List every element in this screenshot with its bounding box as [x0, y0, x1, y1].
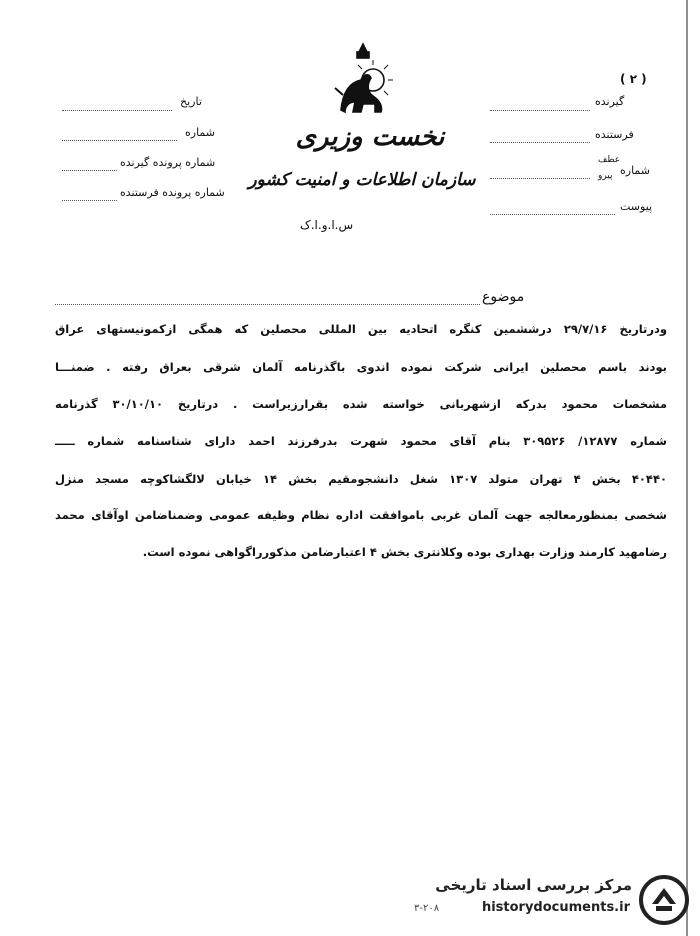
attachment-line — [490, 214, 615, 215]
body-line-4: شماره ۱۲۸۷۷/ ۳۰۹۵۲۶ بنام آقای محمود شهرت بدرفرزند احمد دارای شناسنامه شماره ـــــ — [55, 434, 667, 448]
body-line-2: بودند باسم محصلین ایرانی شرکت نموده اندوی باگذرنامه آلمان شرقی بعراق رفته . ضمنـــا — [55, 360, 667, 374]
body-line-7: رضامهید کارمند وزارت بهداری بوده وکلانتری بخش ۴ اعتبارضامن مذکورراگواهی نموده است. — [142, 545, 667, 559]
archive-logo-icon — [638, 874, 690, 926]
date-line — [62, 110, 172, 111]
watermark-org-name: مرکز بررسی اسناد تاریخی — [435, 876, 632, 894]
number-label: شماره — [185, 126, 216, 139]
sender-file-line — [62, 200, 117, 201]
ref-note-bottom: پیرو — [598, 171, 613, 181]
body-line-6: شخصی بمنظورمعالجه جهت آلمان غربی باموافقت اداره نظام وظیفه عمومی وضمناضامن اوآقای محمد — [55, 508, 667, 522]
letterhead-title: نخست وزیری — [295, 122, 445, 152]
page-number: ( ۲ ) — [620, 72, 647, 86]
recipient-file-line — [62, 170, 117, 171]
page-edge-line — [686, 0, 688, 936]
subject-label: موضوع — [482, 289, 525, 305]
ref-note-top: عطف — [598, 155, 621, 165]
lion-and-sun-emblem-icon — [333, 40, 393, 120]
date-label: تاریخ — [180, 95, 202, 108]
sender-line — [490, 142, 590, 143]
ref-label: شماره — [620, 164, 651, 177]
body-line-1: ودرتاریخ ۲۹/۷/۱۶ درششمین کنگره اتحادیه بین المللی محصلین که همگی ازکمونیستهای عراق — [55, 322, 667, 336]
sender-label: فرستنده — [595, 128, 634, 141]
ref-line — [490, 178, 590, 179]
body-line-3: مشخصات محمود بدرکه ازشهربانی خواسته شده بقرارزیراست . درتاریخ ۳۰/۱۰/۱۰ گذرنامه — [55, 397, 667, 411]
recipient-label: گیرنده — [595, 95, 625, 108]
attachment-label: پیوست — [620, 200, 653, 213]
letterhead-subtitle: سازمان اطلاعات و امنیت کشور — [248, 170, 476, 190]
watermark — [412, 870, 692, 930]
sender-file-label: شماره پرونده فرستنده — [120, 186, 225, 199]
watermark-doc-code: ۳-۲۰۸ — [414, 903, 440, 914]
watermark-site: historydocuments.ir — [481, 900, 630, 915]
recipient-line — [490, 110, 590, 111]
letterhead-code: س.ا.و.ا.ک — [300, 218, 354, 232]
body-line-5: ۴۰۴۴۰ بخش ۴ تهران متولد ۱۳۰۷ شغل دانشجومقیم بخش ۱۴ خیابان لالگشاکوچه مسجد منزل — [55, 472, 667, 486]
subject-line — [55, 304, 480, 305]
recipient-file-label: شماره پرونده گیرنده — [120, 156, 216, 169]
number-line — [62, 140, 177, 141]
